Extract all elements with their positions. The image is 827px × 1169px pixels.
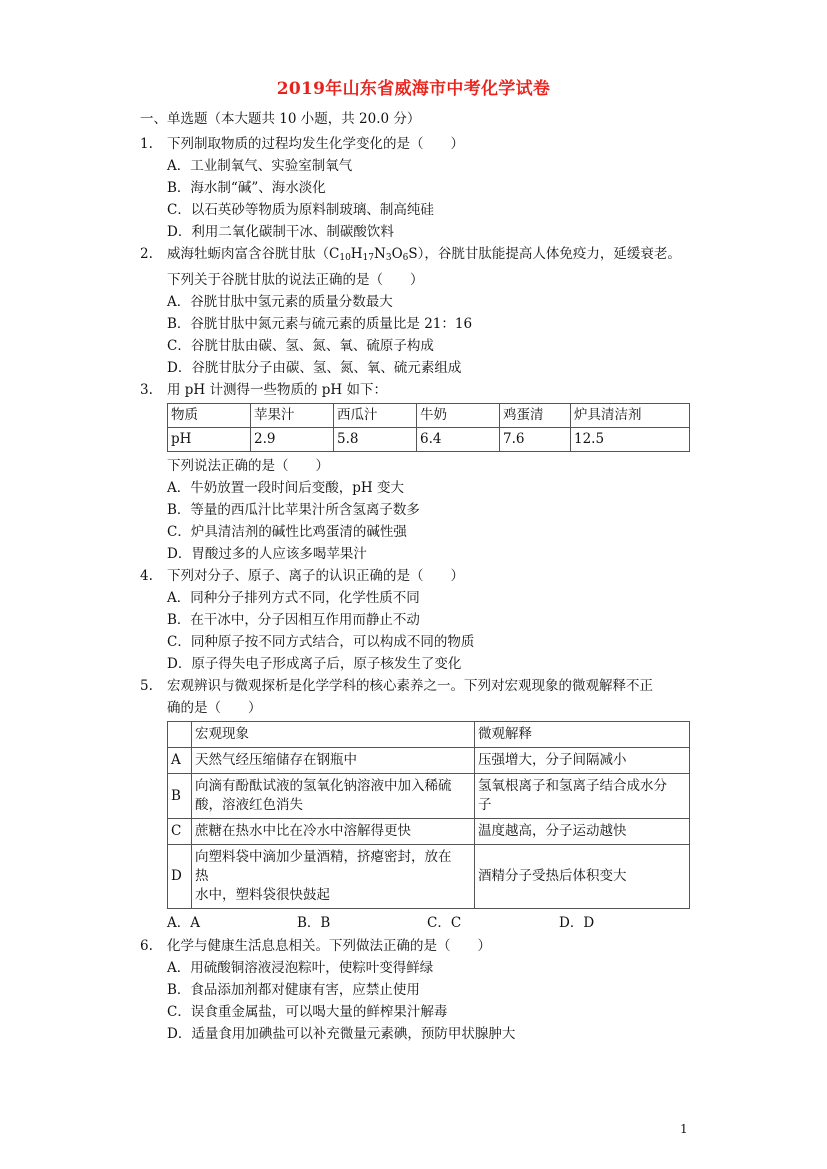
table-cell: 7.6 bbox=[500, 428, 571, 452]
question-2 bbox=[140, 243, 700, 379]
question-4 bbox=[140, 565, 700, 675]
option-b[interactable]: B．谷胱甘肽中氮元素与硫元素的质量比是 21：16 bbox=[167, 316, 473, 332]
question-number: 4. bbox=[140, 568, 153, 584]
micro-cell: 压强增大，分子间隔减小 bbox=[475, 748, 690, 774]
table-cell bbox=[168, 722, 192, 748]
option-b[interactable]: B．在干冰中，分子因相互作用而静止不动 bbox=[167, 612, 420, 628]
option-a[interactable]: A．A bbox=[167, 915, 200, 931]
table-row bbox=[168, 845, 690, 909]
question-6 bbox=[140, 935, 700, 1045]
table-cell: 苹果汁 bbox=[251, 404, 334, 428]
option-list bbox=[167, 291, 700, 379]
micro-cell: 氢氧根离子和氢离子结合成水分 子 bbox=[475, 774, 690, 819]
option-d[interactable]: D．利用二氧化碳制干冰、制碳酸饮料 bbox=[167, 224, 394, 240]
question-number: 3. bbox=[140, 382, 153, 398]
table-cell: 鸡蛋清 bbox=[500, 404, 571, 428]
row-label: C bbox=[168, 819, 192, 845]
option-c[interactable]: C．谷胱甘肽由碳、氢、氮、氧、硫原子构成 bbox=[167, 338, 434, 354]
question-3 bbox=[140, 379, 700, 565]
option-c[interactable]: C．误食重金属盐，可以喝大量的鲜榨果汁解毒 bbox=[167, 1004, 448, 1020]
option-list bbox=[167, 912, 700, 934]
option-d[interactable]: D．原子得失电子形成离子后，原子核发生了变化 bbox=[167, 656, 462, 672]
table-cell: 宏观现象 bbox=[192, 722, 475, 748]
option-c[interactable]: C．炉具清洁剂的碱性比鸡蛋清的碱性强 bbox=[167, 524, 407, 540]
micro-cell: 酒精分子受热后体积变大 bbox=[475, 845, 690, 909]
option-a[interactable]: A．谷胱甘肽中氢元素的质量分数最大 bbox=[167, 294, 393, 310]
section-heading: 一、单选题（本大题共 10 小题，共 20.0 分） bbox=[140, 111, 421, 127]
table-cell: pH bbox=[168, 428, 251, 452]
row-label: A bbox=[168, 748, 192, 774]
ph-table bbox=[167, 403, 690, 452]
macro-cell: 天然气经压缩储存在钢瓶中 bbox=[192, 748, 475, 774]
macro-cell: 蔗糖在热水中比在冷水中溶解得更快 bbox=[192, 819, 475, 845]
question-number: 5. bbox=[140, 678, 153, 694]
macro-micro-table bbox=[167, 721, 690, 909]
question-number: 6. bbox=[140, 938, 153, 954]
question-stem: 下列对分子、原子、离子的认识正确的是（ ） bbox=[167, 568, 464, 584]
table-cell: 西瓜汁 bbox=[334, 404, 417, 428]
macro-cell: 向滴有酚酞试液的氢氧化钠溶液中加入稀硫 酸，溶液红色消失 bbox=[192, 774, 475, 819]
table-cell: 牛奶 bbox=[417, 404, 500, 428]
option-d[interactable]: D．适量食用加碘盐可以补充微量元素碘，预防甲状腺肿大 bbox=[167, 1026, 516, 1042]
option-d[interactable]: D．谷胱甘肽分子由碳、氢、氮、氧、硫元素组成 bbox=[167, 360, 462, 376]
table-cell: 2.9 bbox=[251, 428, 334, 452]
question-stem: 威海牡蛎肉富含谷胱甘肽$(C_{10}H_{17}N_3O_6S)$，谷胱甘肽能提高人体免疫力，延缓衰老。 bbox=[167, 246, 681, 263]
option-c[interactable]: C．以石英砂等物质为原料制玻璃、制高纯硅 bbox=[167, 202, 434, 218]
page-number: 1 bbox=[680, 1122, 688, 1136]
table-row bbox=[168, 774, 690, 819]
question-stem-line2: 下列说法正确的是（ ） bbox=[167, 458, 329, 474]
table-cell: 微观解释 bbox=[475, 722, 690, 748]
table-row bbox=[168, 819, 690, 845]
page-title: 2019年山东省威海市中考化学试卷 bbox=[276, 79, 551, 99]
option-b[interactable]: B．食品添加剂都对健康有害，应禁止使用 bbox=[167, 982, 420, 998]
macro-cell: 向塑料袋中滴加少量酒精，挤瘪密封，放在 热 水中，塑料袋很快鼓起 bbox=[192, 845, 475, 909]
table-cell: 5.8 bbox=[334, 428, 417, 452]
question-stem: 化学与健康生活息息相关。下列做法正确的是（ ） bbox=[167, 938, 491, 954]
option-list bbox=[167, 155, 700, 243]
option-c[interactable]: C．同种原子按不同方式结合，可以构成不同的物质 bbox=[167, 634, 475, 650]
table-header-row bbox=[168, 722, 690, 748]
table-cell: 炉具清洁剂 bbox=[571, 404, 690, 428]
option-c[interactable]: C．C bbox=[427, 915, 462, 931]
table-row bbox=[168, 748, 690, 774]
option-d[interactable]: D．D bbox=[559, 915, 595, 931]
question-stem: 下列制取物质的过程均发生化学变化的是（ ） bbox=[167, 136, 464, 152]
question-stem: 用 pH 计测得一些物质的 pH 如下： bbox=[167, 382, 387, 398]
question-stem-line2: 确的是（ ） bbox=[167, 700, 262, 716]
option-d[interactable]: D．胃酸过多的人应该多喝苹果汁 bbox=[167, 546, 367, 562]
option-a[interactable]: A．工业制氧气、实验室制氧气 bbox=[167, 158, 353, 174]
question-number: 1. bbox=[140, 136, 153, 152]
question-5 bbox=[140, 675, 700, 934]
option-list bbox=[167, 587, 700, 675]
option-a[interactable]: A．用硫酸铜溶液浸泡粽叶，使粽叶变得鲜绿 bbox=[167, 960, 434, 976]
option-a[interactable]: A．牛奶放置一段时间后变酸，pH 变大 bbox=[167, 480, 404, 496]
table-row bbox=[168, 428, 690, 452]
table-cell: 6.4 bbox=[417, 428, 500, 452]
row-label: D bbox=[168, 845, 192, 909]
question-stem-line2: 下列关于谷胱甘肽的说法正确的是（ ） bbox=[167, 272, 424, 288]
option-list bbox=[167, 477, 700, 565]
option-a[interactable]: A．同种分子排列方式不同，化学性质不同 bbox=[167, 590, 420, 606]
question-number: 2. bbox=[140, 246, 153, 262]
option-b[interactable]: B．海水制“碱”、海水淡化 bbox=[167, 180, 326, 196]
option-b[interactable]: B．B bbox=[297, 915, 331, 931]
option-b[interactable]: B．等量的西瓜汁比苹果汁所含氢离子数多 bbox=[167, 502, 420, 518]
table-header-row bbox=[168, 404, 690, 428]
table-cell: 12.5 bbox=[571, 428, 690, 452]
exam-content bbox=[140, 108, 700, 1045]
micro-cell: 温度越高，分子运动越快 bbox=[475, 819, 690, 845]
question-1 bbox=[140, 133, 700, 243]
option-list bbox=[167, 957, 700, 1045]
table-cell: 物质 bbox=[168, 404, 251, 428]
question-stem: 宏观辨识与微观探析是化学学科的核心素养之一。下列对宏观现象的微观解释不正 bbox=[167, 678, 653, 694]
row-label: B bbox=[168, 774, 192, 819]
